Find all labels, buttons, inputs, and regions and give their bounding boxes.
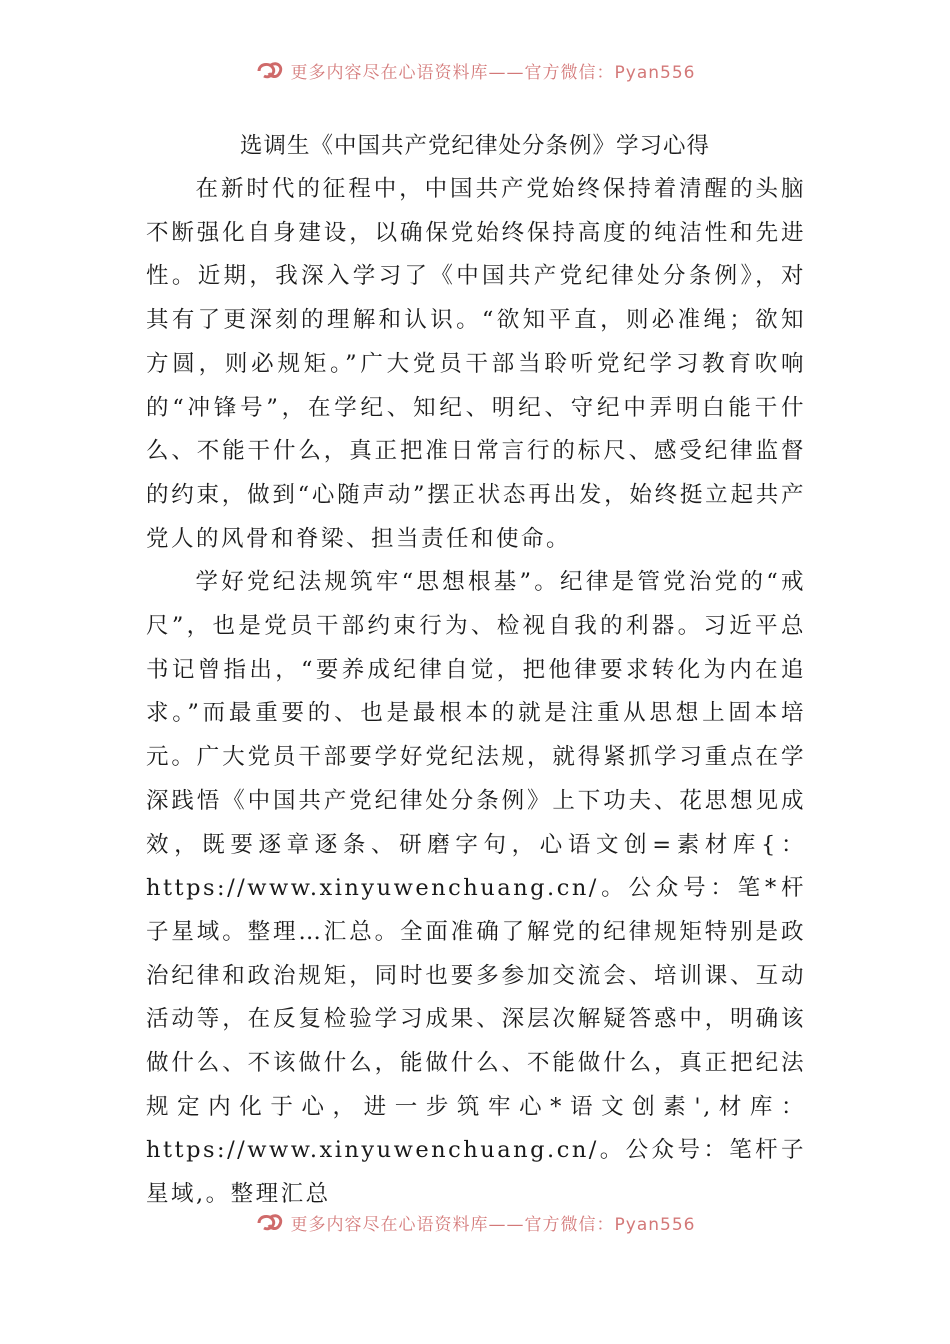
paragraph: 学好党纪法规筑牢“思想根基”。纪律是管党治党的“戒尺”，也是党员干部约束行为、检视自我的利器。习近平总书记曾指出，“要养成纪律自觉，把他律要求转化为内在追求。”而最重要的、也是最根本的就是注重从思想上固本培元。广大党员干部要学好党纪法规，就得紧抓学习重点在学深践悟《中国共产党纪律处分条例》上下功夫、花思想见成效，既要逐章逐条、研磨字句，心语文创=素材库{：https://www.xinyuwenchuang.cn/。公众号：笔*杆子星域。整理…汇总。全面准确了解党的纪律规矩特别是政治纪律和政治规矩，同时也要多参加交流会、培训课、互动活动等，在反复检验学习成果、深层次解疑答惑中，明确该做什么、不该做什么，能做什么、不能做什么，真正把纪法规定内化于心，进一步筑牢心*语文创素',材库：https://www.xinyuwenchuang.cn/。公众号：笔杆子星域,。整理汇总 <box>146 569 806 1208</box>
watermark-text: 更多内容尽在心语资料库——官方微信：Pyan556 <box>290 62 696 83</box>
document-body <box>146 168 806 1217</box>
footer-watermark <box>0 1204 950 1240</box>
header-watermark <box>0 52 950 88</box>
brand-logo-icon <box>255 59 285 81</box>
brand-logo-icon <box>255 1211 285 1233</box>
paragraph: 在新时代的征程中，中国共产党始终保持着清醒的头脑不断强化自身建设，以确保党始终保持高度的纯洁性和先进性。近期，我深入学习了《中国共产党纪律处分条例》，对其有了更深刻的理解和认识。“欲知平直，则必准绳；欲知方圆，则必规矩。”广大党员干部当聆听党纪学习教育吹响的“冲锋号”，在学纪、知纪、明纪、守纪中弄明白能干什么、不能干什么，真正把准日常言行的标尺、感受纪律监督的约束，做到“心随声动”摆正状态再出发，始终挺立起共产党人的风骨和脊梁、担当责任和使命。 <box>146 176 806 552</box>
watermark-text: 更多内容尽在心语资料库——官方微信：Pyan556 <box>290 1214 696 1235</box>
document-title: 选调生《中国共产党纪律处分条例》学习心得 <box>239 133 710 159</box>
